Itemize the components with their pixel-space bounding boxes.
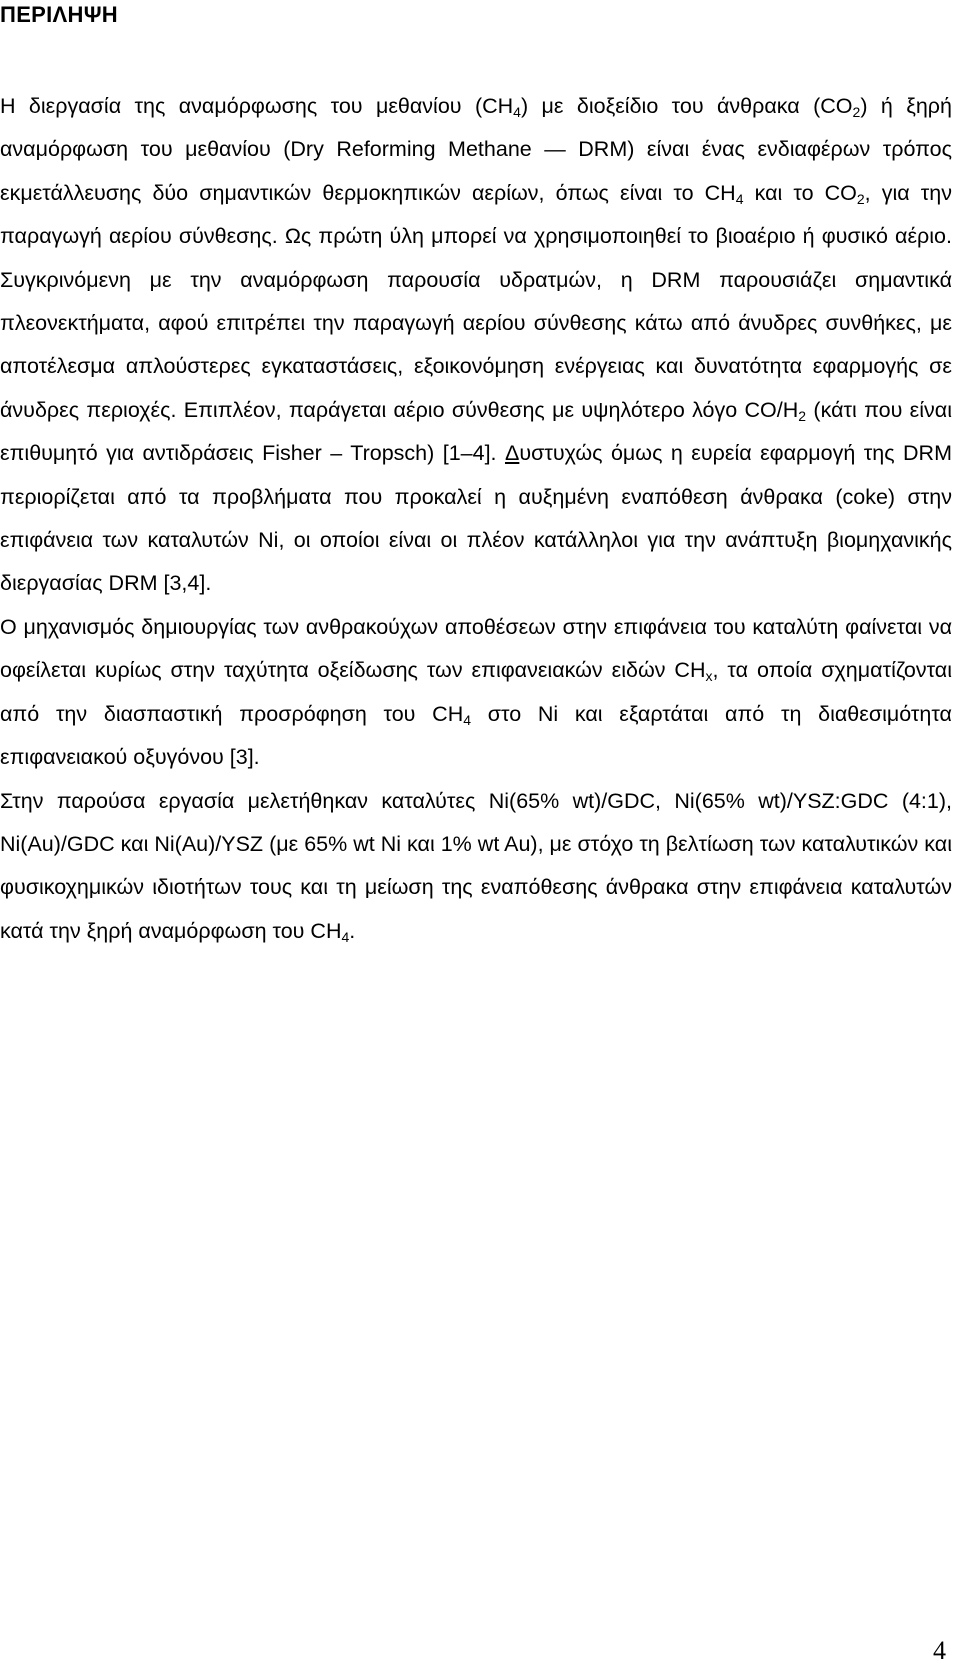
- text-run: , για την παραγωγή αερίου σύνθεσης. Ως πρώτη ύλη μπορεί να χρησιμοποιηθεί το βιοαέριο ή φυσικό αέριο. Συγκρινόμενη με την αναμόρφωση παρουσία υδρατμών, η DRM παρουσιάζει σημαντικά πλεονεκτήματα, αφού επιτρέπει την παραγωγή αερίου σύνθεσης κάτω από άνυδρες συνθήκες, με αποτέλεσμα απλούστερες εγκαταστάσεις, εξοικονόμηση ενέργειας και δυνατότητα εφαρμογής σε άνυδρες περιοχές. Επιπλέον, παράγεται αέριο σύνθεσης με υψηλότερο λόγο CO/H: [0, 180, 952, 422]
- subscript: 4: [735, 190, 744, 207]
- subscript: x: [705, 668, 713, 685]
- abstract-body: [0, 85, 952, 953]
- text-run: Ο μηχανισμός δημιουργίας των ανθρακούχων αποθέσεων στην επιφάνεια του καταλύτη φαίνεται να οφείλεται κυρίως στην ταχύτητα οξείδωσης των επιφανειακών ειδών CH: [0, 614, 952, 683]
- text-run: Στην παρούσα εργασία μελετήθηκαν καταλύτες Ni(65% wt)/GDC, Ni(65% wt)/YSZ:GDC (4:1), Ni(Au)/GDC και Ni(Au)/YSZ (με 65% wt Ni και 1% wt Au), με στόχο τη βελτίωση των καταλυτικών και φυσικοχημικών ιδιοτήτων τους και τη μείωση της εναπόθεσης άνθρακα στην επιφάνεια καταλυτών κατά την ξηρή αναμόρφωση του CH: [0, 788, 952, 943]
- text-run: ) ή ξηρή αναμόρφωση του μεθανίου (Dry Reforming Methane — DRM) είναι ένας ενδιαφέρων τρόπος εκμετάλλευσης δύο σημαντικών θερμοκηπικών αερίων, όπως είναι το CH: [0, 94, 952, 205]
- paragraph: [0, 780, 952, 954]
- subscript: 2: [856, 190, 865, 207]
- text-run: .: [349, 918, 356, 943]
- paragraph: [0, 606, 952, 780]
- paragraph: [0, 85, 952, 606]
- text-run: και το CO: [743, 180, 857, 205]
- underlined-text: Δ: [504, 441, 520, 466]
- subscript: 4: [463, 711, 472, 728]
- text-run: Η διεργασία της αναμόρφωσης του μεθανίου (CH: [0, 94, 514, 118]
- subscript: 2: [852, 104, 861, 120]
- text-run: (κάτι που είναι επιθυμητό για αντιδράσεις Fisher – Tropsch) [1–4].: [0, 397, 952, 466]
- text-run: ) με διοξείδιο του άνθρακα (CO: [520, 94, 853, 118]
- subscript: 4: [341, 928, 350, 945]
- page-title: ΠΕΡΙΛΗΨΗ: [0, 2, 118, 27]
- subscript: 2: [798, 407, 807, 424]
- text-run: στο Ni και εξαρτάται από τη διαθεσιμότητα επιφανειακού οξυγόνου [3].: [0, 701, 952, 770]
- text-run: , τα οποία σχηματίζονται από την διασπαστική προσρόφηση του CH: [0, 658, 952, 726]
- page-number: 4: [933, 1636, 946, 1665]
- subscript: 4: [513, 104, 521, 120]
- text-run: υστυχώς όμως η ευρεία εφαρμογή της DRM περιορίζεται από τα προβλήματα που προκαλεί η αυξημένη εναπόθεση άνθρακα (coke) στην επιφάνεια των καταλυτών Ni, οι οποίοι είναι οι πλέον κατάλληλοι για την ανάπτυξη βιομηχανικής διεργασίας DRM [3,4].: [0, 441, 952, 596]
